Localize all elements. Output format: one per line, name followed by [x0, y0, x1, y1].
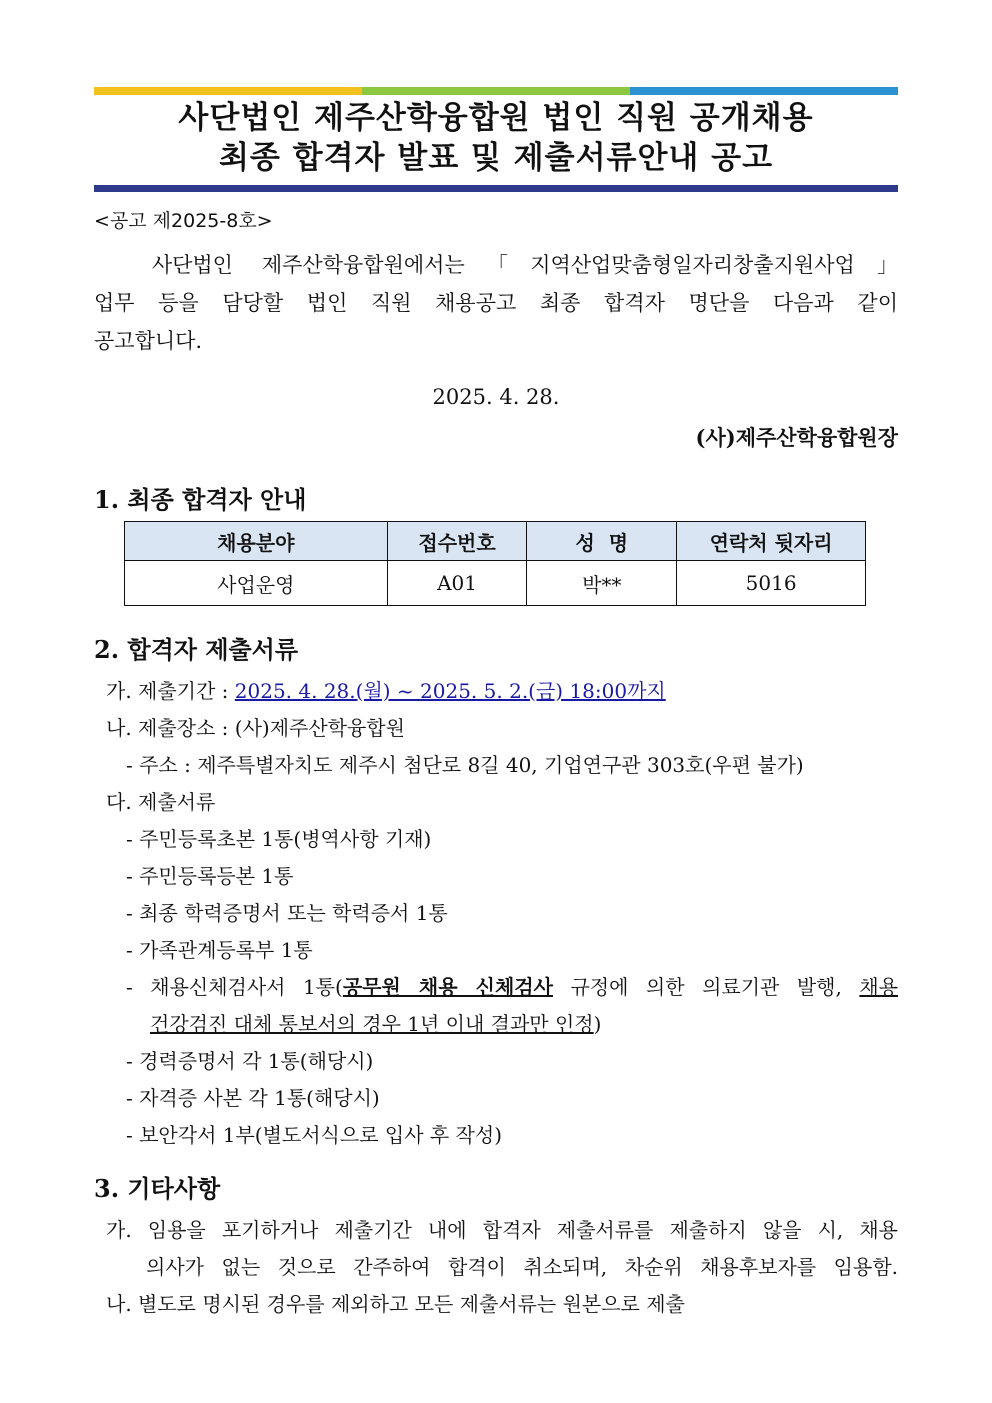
place-line: 나. 제출장소 : (사)제주산학융합원 [106, 716, 405, 740]
title-line-1: 사단법인 제주산학융합원 법인 직원 공개채용 [178, 100, 814, 136]
etc-item-b: 나. 별도로 명시된 경우를 제외하고 모든 제출서류는 원본으로 제출 [106, 1292, 685, 1316]
result-table [124, 521, 866, 606]
top-bar-green [362, 87, 630, 95]
health-underline-b: 건강검진 대체 통보서의 경우 1년 이내 결과만 인정 [150, 1012, 594, 1036]
header-name: 성 명 [527, 522, 677, 561]
header-contact: 연락처 뒷자리 [677, 522, 866, 561]
doc-item: - 최종 학력증명서 또는 학력증서 1통 [126, 901, 448, 925]
health-suffix: ) [593, 1012, 602, 1036]
title-top-bar [94, 87, 898, 95]
table-row [125, 561, 866, 606]
page-title [94, 98, 898, 178]
doc-item: - 자격증 사본 각 1통(해당시) [126, 1086, 380, 1110]
doc-item: - 보안각서 1부(별도서식으로 입사 후 작성) [126, 1123, 502, 1147]
title-line-2: 최종 합격자 발표 및 제출서류안내 공고 [218, 140, 774, 176]
top-bar-yellow [94, 87, 362, 95]
health-bold: 공무원 채용 신체검사 [342, 975, 553, 999]
intro-line-1: 사단법인 제주산학융합원에서는「지역산업맞춤형일자리창출지원사업」 [94, 253, 898, 277]
health-line-1-wrap [126, 971, 898, 1000]
doc-item-health-line-2 [150, 1008, 601, 1037]
doc-item-health-line-1 [126, 971, 898, 1000]
etc-item-a-line-2 [146, 1251, 898, 1280]
title-bottom-bar [94, 185, 898, 192]
doc-item: - 경력증명서 각 1통(해당시) [126, 1049, 374, 1073]
cell-receipt-no: A01 [387, 561, 527, 606]
cell-field: 사업운영 [125, 561, 388, 606]
section-3-heading: 3. 기타사항 [94, 1174, 221, 1203]
cell-contact: 5016 [677, 561, 866, 606]
section-1-heading: 1. 최종 합격자 안내 [94, 485, 307, 514]
top-bar-blue [630, 87, 898, 95]
intro-line-3: 공고합니다. [94, 329, 203, 353]
notice-date: 2025. 4. 28. [432, 385, 560, 409]
header-field: 채용분야 [125, 522, 388, 561]
etc-a-line-2-text: 의사가 없는 것으로 간주하여 합격이 취소되며, 차순위 채용후보자를 임용함. [146, 1255, 898, 1279]
docs-label: 다. 제출서류 [106, 790, 216, 814]
period-value: 2025. 4. 28.(월) ~ 2025. 5. 2.(금) 18:00까지 [234, 679, 666, 703]
health-middle: 규정에 의한 의료기관 발행, [552, 975, 860, 999]
health-prefix: - 채용신체검사서 1통( [126, 975, 343, 999]
cell-name: 박** [527, 561, 677, 606]
table-header-row [125, 522, 866, 561]
health-underline-a: 채용 [859, 975, 899, 999]
address-line: - 주소 : 제주특별자치도 제주시 첨단로 8길 40, 기업연구관 303호(우편 불가) [126, 753, 804, 777]
section-2-heading: 2. 합격자 제출서류 [94, 635, 299, 664]
etc-a-line-1-text: 가. 임용을 포기하거나 제출기간 내에 합격자 제출서류를 제출하지 않을 시, 채용 [106, 1218, 898, 1242]
period-label: 가. 제출기간 : [106, 679, 235, 703]
etc-item-a-line-1 [106, 1214, 898, 1243]
doc-item: - 주민등록등본 1통 [126, 864, 294, 888]
signer: (사)제주산학융합원장 [695, 425, 898, 450]
notice-number: <공고 제2025-8호> [94, 210, 273, 232]
doc-item: - 주민등록초본 1통(병역사항 기재) [126, 827, 432, 851]
period-line [106, 675, 666, 704]
doc-item: - 가족관계등록부 1통 [126, 938, 313, 962]
header-receipt-no: 접수번호 [387, 522, 527, 561]
intro-paragraph [94, 246, 898, 360]
intro-line-2: 업무 등을 담당할 법인 직원 채용공고 최종 합격자 명단을 다음과 같이 [94, 291, 898, 315]
